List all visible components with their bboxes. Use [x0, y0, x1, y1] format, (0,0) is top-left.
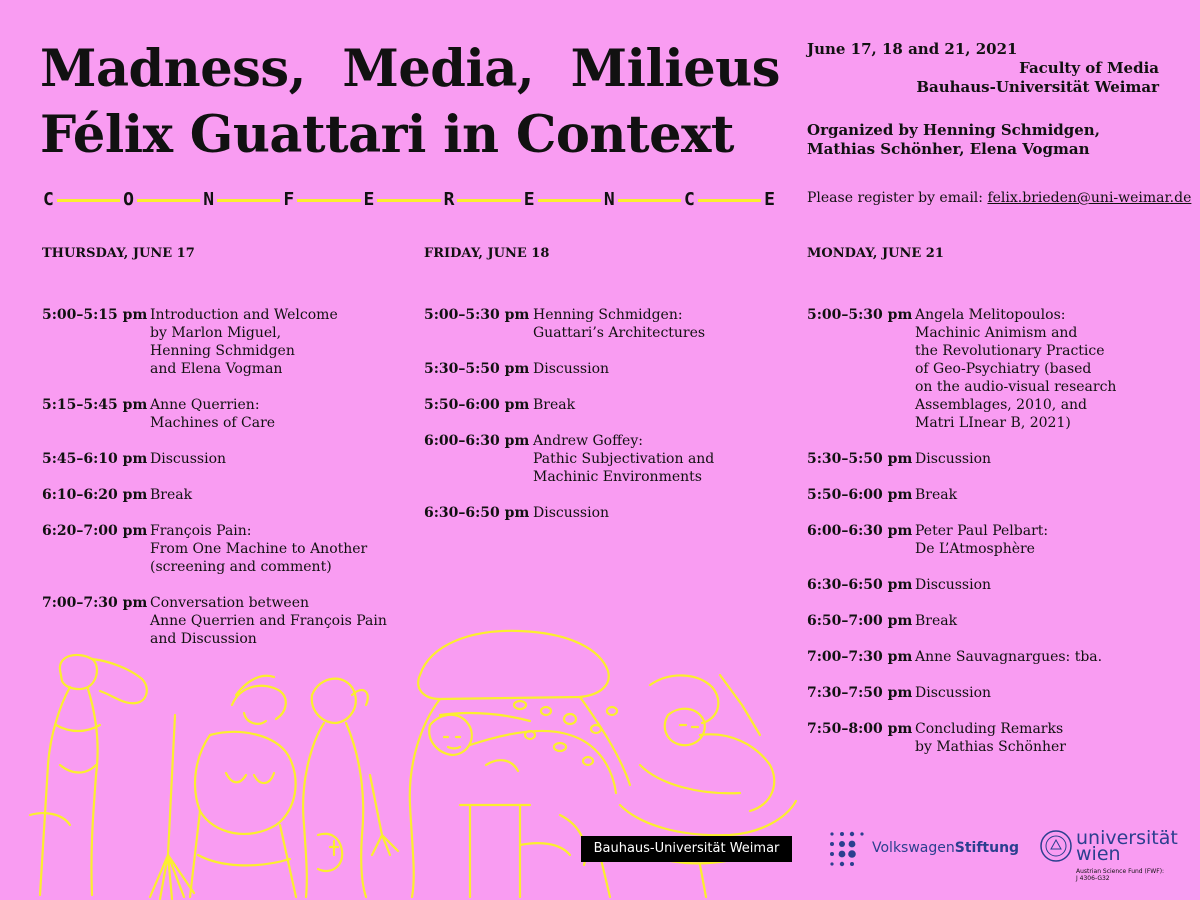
- entry-description: Break: [533, 397, 576, 413]
- conference-letters: [40, 188, 778, 212]
- entry-time: 5:00–5:30 pm: [807, 307, 913, 323]
- entry-description: Anne Sauvagnargues: tba.: [915, 649, 1103, 665]
- schedule-entry: [807, 684, 1116, 702]
- organizers-line-1: Organized by Henning Schmidgen,: [807, 121, 1100, 139]
- schedule-entry: [424, 432, 714, 486]
- conference-letter: E: [521, 188, 538, 212]
- uw-line-2: wien: [1076, 843, 1121, 865]
- conference-letter: N: [601, 188, 618, 212]
- schedule-entry: [42, 396, 387, 432]
- schedule-entry: [424, 306, 714, 342]
- event-dates: June 17, 18 and 21, 2021: [807, 40, 1018, 58]
- entry-time: 6:10–6:20 pm: [42, 487, 148, 503]
- conference-letter: E: [761, 188, 778, 212]
- schedule-entry: [807, 486, 1116, 504]
- entry-description: Break: [915, 613, 958, 629]
- day-heading: MONDAY, JUNE 21: [807, 246, 944, 261]
- schedule-entry: [42, 306, 387, 378]
- schedule-entry: [42, 522, 387, 576]
- schedule-day-monday: [807, 244, 1116, 774]
- entry-time: 5:30–5:50 pm: [424, 361, 530, 377]
- register-email-link[interactable]: felix.brieden@uni-weimar.de: [987, 190, 1192, 206]
- entry-time: 5:50–6:00 pm: [807, 487, 913, 503]
- organizers-line-2: Mathias Schönher, Elena Vogman: [807, 140, 1090, 158]
- entry-description: Anne Querrien: Machines of Care: [150, 397, 276, 431]
- entry-description: Break: [915, 487, 958, 503]
- schedule-entry: [424, 396, 714, 414]
- entry-time: 5:00–5:15 pm: [42, 307, 148, 323]
- schedule-entry: [424, 504, 714, 522]
- vw-suffix: Stiftung: [954, 840, 1020, 856]
- entry-time: 6:00–6:30 pm: [424, 433, 530, 449]
- entry-time: 6:30–6:50 pm: [807, 577, 913, 593]
- entry-description: François Pain: From One Machine to Another (screening and comment): [150, 523, 368, 575]
- uw-logo-text: [1076, 827, 1178, 865]
- entry-time: 7:00–7:30 pm: [42, 595, 148, 611]
- entry-description: Discussion: [533, 361, 610, 377]
- vw-prefix: Volkswagen: [872, 840, 955, 856]
- schedule-day-thursday: [42, 244, 387, 666]
- fwf-line-2: J 4306-G32: [1076, 875, 1110, 882]
- entry-time: 6:30–6:50 pm: [424, 505, 530, 521]
- fwf-credit: [1076, 868, 1164, 882]
- schedule-entry: [424, 360, 714, 378]
- uw-line-1: universität: [1076, 827, 1178, 849]
- conference-letter: O: [120, 188, 137, 212]
- schedule-entry: [42, 450, 387, 468]
- title-word: Milieus: [570, 39, 780, 99]
- conference-banner: [40, 188, 778, 212]
- entry-time: 5:30–5:50 pm: [807, 451, 913, 467]
- register-label: Please register by email:: [807, 190, 984, 206]
- day-heading: FRIDAY, JUNE 18: [424, 246, 550, 261]
- schedule-entry: [807, 576, 1116, 594]
- conference-letter: R: [441, 188, 458, 212]
- university-name: Bauhaus-Universität Weimar: [916, 78, 1159, 96]
- volkswagen-stiftung-logo: [826, 828, 1019, 868]
- entry-time: 5:00–5:30 pm: [424, 307, 530, 323]
- entry-description: Henning Schmidgen: Guattari’s Architectures: [533, 307, 706, 341]
- title-word: Madness,: [40, 39, 306, 99]
- title-line-1: [40, 36, 780, 102]
- conference-letter: N: [200, 188, 217, 212]
- entry-description: Discussion: [915, 451, 992, 467]
- schedule-entry: [807, 612, 1116, 630]
- entry-description: Discussion: [150, 451, 227, 467]
- day-heading: THURSDAY, JUNE 17: [42, 246, 195, 261]
- title-line-2: Félix Guattari in Context: [40, 105, 734, 165]
- entry-description: Break: [150, 487, 193, 503]
- registration-note: [807, 190, 1191, 206]
- schedule-entry: [807, 522, 1116, 558]
- entry-description: Concluding Remarks by Mathias Schönher: [915, 721, 1066, 755]
- entry-time: 7:30–7:50 pm: [807, 685, 913, 701]
- entry-time: 6:20–7:00 pm: [42, 523, 148, 539]
- conference-letter: C: [40, 188, 57, 212]
- schedule-entry: [807, 306, 1116, 432]
- schedule-entry: [807, 720, 1116, 756]
- page-title: [40, 36, 780, 168]
- conference-letter: E: [361, 188, 378, 212]
- entry-time: 7:00–7:30 pm: [807, 649, 913, 665]
- conference-letter: C: [681, 188, 698, 212]
- entry-time: 6:00–6:30 pm: [807, 523, 913, 539]
- entry-description: Peter Paul Pelbart: De L’Atmosphère: [915, 523, 1049, 557]
- entry-time: 5:50–6:00 pm: [424, 397, 530, 413]
- entry-time: 5:45–6:10 pm: [42, 451, 148, 467]
- entry-description: Discussion: [915, 577, 992, 593]
- faculty-name: Faculty of Media: [1019, 59, 1159, 77]
- title-word: Media,: [342, 39, 535, 99]
- schedule-day-friday: [424, 244, 714, 540]
- entry-time: 6:50–7:00 pm: [807, 613, 913, 629]
- event-info: [807, 40, 1159, 97]
- schedule-entry: [807, 648, 1116, 666]
- entry-description: Discussion: [533, 505, 610, 521]
- organizers: [807, 121, 1159, 159]
- schedule-entry: [807, 450, 1116, 468]
- vw-dots-icon: [826, 828, 866, 868]
- universitaet-wien-logo: [1040, 827, 1178, 865]
- schedule-entry: [42, 486, 387, 504]
- entry-time: 7:50–8:00 pm: [807, 721, 913, 737]
- fwf-line-1: Austrian Science Fund (FWF):: [1076, 868, 1165, 875]
- university-seal-icon: [1040, 830, 1072, 862]
- entry-description: Introduction and Welcome by Marlon Miguel, Henning Schmidgen and Elena Vogman: [150, 307, 338, 377]
- entry-description: Discussion: [915, 685, 992, 701]
- entry-description: Andrew Goffey: Pathic Subjectivation and Machinic Environments: [533, 433, 715, 485]
- vw-logo-text: [872, 840, 1019, 856]
- entry-description: Conversation between Anne Querrien and François Pain and Discussion: [150, 595, 387, 647]
- entry-description: Angela Melitopoulos: Machinic Animism and the Revolutionary Practice of Geo-Psychiatry (based on the audio-visual research Assemblages, 2010, and Matri LInear B, 2021): [915, 307, 1117, 431]
- bauhaus-logo: Bauhaus-Universität Weimar: [581, 836, 792, 862]
- entry-time: 5:15–5:45 pm: [42, 397, 148, 413]
- conference-letter: F: [280, 188, 297, 212]
